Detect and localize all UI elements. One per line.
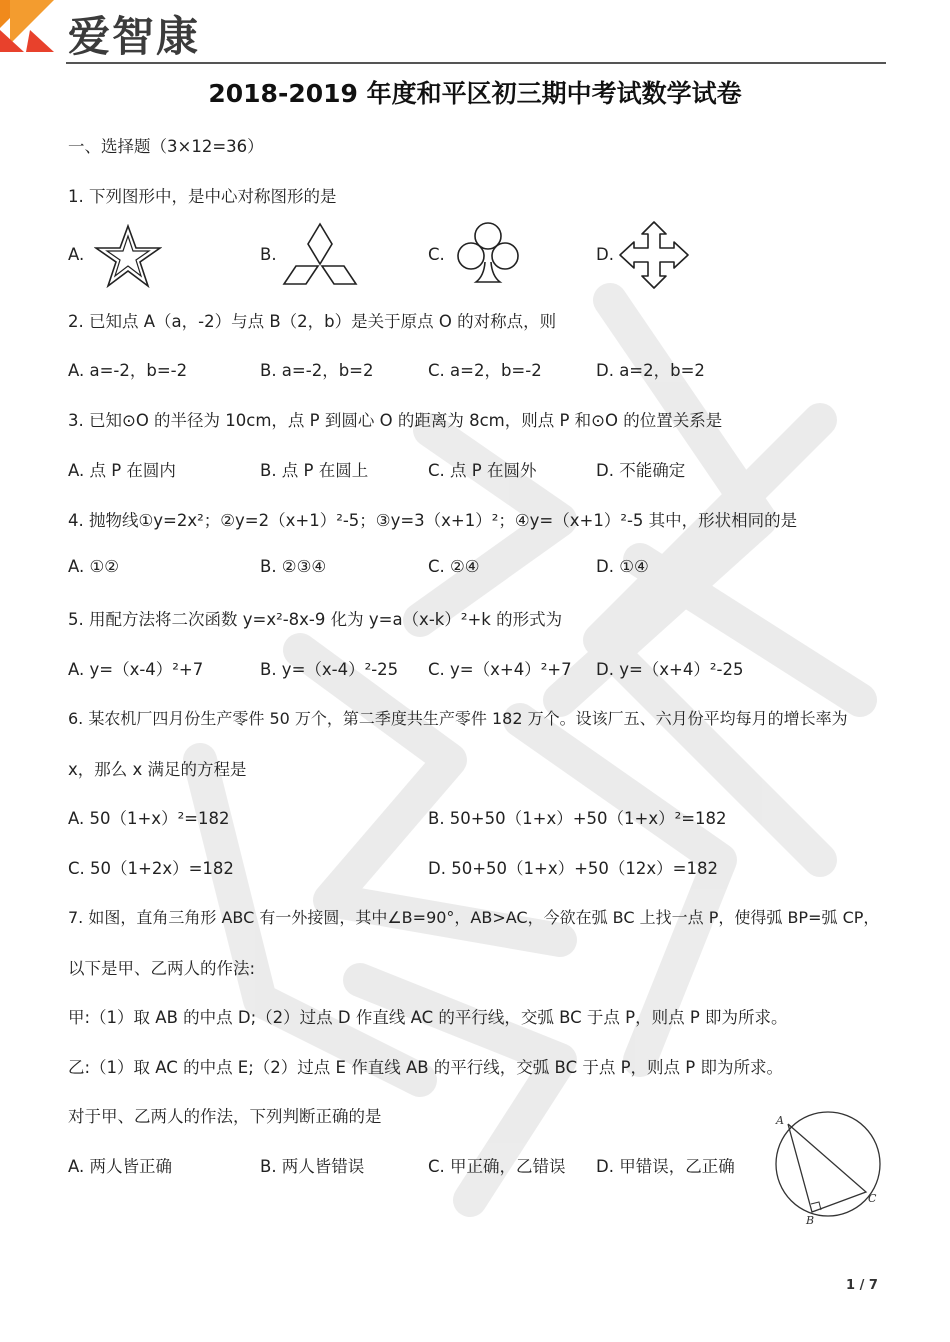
q7-option-b: B. 两人皆错误 xyxy=(260,1157,365,1176)
q7-prompt: 对于甲、乙两人的作法，下列判断正确的是 xyxy=(68,1107,382,1126)
figure-label-b: B xyxy=(806,1214,815,1226)
question-5-stem: 5. 用配方法将二次函数 y=x²-8x-9 化为 y=a（x-k）²+k 的形式为 xyxy=(68,610,563,629)
club-shape-icon xyxy=(452,220,524,286)
q6-option-d: D. 50+50（1+x）+50（12x）=182 xyxy=(428,859,718,878)
q1-option-c-label: C. xyxy=(428,245,445,264)
question-4-stem: 4. 抛物线①y=2x²；②y=2（x+1）²-5；③y=3（x+1）²；④y=（x+1）²-5 其中，形状相同的是 xyxy=(68,511,798,530)
question-2-stem: 2. 已知点 A（a，-2）与点 B（2，b）是关于原点 O 的对称点，则 xyxy=(68,312,557,331)
q1-option-d-label: D. xyxy=(596,245,614,264)
q3-option-a: A. 点 P 在圆内 xyxy=(68,461,176,480)
q6-option-c: C. 50（1+2x）=182 xyxy=(68,859,234,878)
four-arrow-shape-icon xyxy=(618,220,690,290)
star-shape-icon xyxy=(94,224,162,288)
question-1-stem: 1. 下列图形中，是中心对称图形的是 xyxy=(68,187,337,206)
q1-option-a-label: A. xyxy=(68,245,85,264)
q2-option-c: C. a=2，b=-2 xyxy=(428,361,542,380)
circle-triangle-figure xyxy=(768,1104,888,1226)
header-divider xyxy=(66,62,886,64)
three-diamond-shape-icon xyxy=(282,222,358,288)
q3-option-b: B. 点 P 在圆上 xyxy=(260,461,369,480)
q6-option-b: B. 50+50（1+x）+50（1+x）²=182 xyxy=(428,809,727,828)
q5-option-c: C. y=（x+4）²+7 xyxy=(428,660,572,679)
q4-option-a: A. ①② xyxy=(68,557,120,576)
q7-option-a: A. 两人皆正确 xyxy=(68,1157,172,1176)
question-6-stem-line-2: x，那么 x 满足的方程是 xyxy=(68,760,247,779)
q4-option-d: D. ①④ xyxy=(596,557,649,576)
q7-method-jia: 甲:（1）取 AB 的中点 D;（2）过点 D 作直线 AC 的平行线，交弧 BC 于点 P，则点 P 即为所求。 xyxy=(68,1008,788,1027)
q7-method-yi: 乙:（1）取 AC 的中点 E;（2）过点 E 作直线 AB 的平行线，交弧 BC 于点 P，则点 P 即为所求。 xyxy=(68,1058,783,1077)
page-title: 2018-2019 年度和平区初三期中考试数学试卷 xyxy=(208,79,742,108)
q4-option-b: B. ②③④ xyxy=(260,557,327,576)
question-6-stem-line-1: 6. 某农机厂四月份生产零件 50 万个，第二季度共生产零件 182 万个。设该厂五、六月份平均每月的增长率为 xyxy=(68,709,848,728)
section-heading: 一、选择题（3×12=36） xyxy=(68,137,264,156)
q7-option-d: D. 甲错误，乙正确 xyxy=(596,1157,735,1176)
figure-label-a: A xyxy=(776,1114,784,1127)
brand-logo-mark xyxy=(0,0,60,60)
q7-option-c: C. 甲正确，乙错误 xyxy=(428,1157,566,1176)
q3-option-c: C. 点 P 在圆外 xyxy=(428,461,537,480)
question-3-stem: 3. 已知⊙O 的半径为 10cm，点 P 到圆心 O 的距离为 8cm，则点 P 和⊙O 的位置关系是 xyxy=(68,411,723,430)
brand-logo-text: 爱智康 xyxy=(68,12,201,61)
q5-option-a: A. y=（x-4）²+7 xyxy=(68,660,204,679)
q2-option-b: B. a=-2，b=2 xyxy=(260,361,374,380)
question-7-stem-line-2: 以下是甲、乙两人的作法: xyxy=(68,959,256,978)
q1-option-b-label: B. xyxy=(260,245,277,264)
q5-option-b: B. y=（x-4）²-25 xyxy=(260,660,399,679)
q2-option-d: D. a=2，b=2 xyxy=(596,361,705,380)
figure-label-c: C xyxy=(868,1192,877,1205)
q2-option-a: A. a=-2，b=-2 xyxy=(68,361,188,380)
q6-option-a: A. 50（1+x）²=182 xyxy=(68,809,230,828)
q4-option-c: C. ②④ xyxy=(428,557,480,576)
q3-option-d: D. 不能确定 xyxy=(596,461,686,480)
q5-option-d: D. y=（x+4）²-25 xyxy=(596,660,744,679)
page-number: 1 / 7 xyxy=(846,1278,878,1293)
triangle-abc xyxy=(788,1124,866,1212)
question-7-stem-line-1: 7. 如图，直角三角形 ABC 有一外接圆，其中∠B=90°，AB>AC，今欲在弧 BC 上找一点 P，使得弧 BP=弧 CP， xyxy=(68,908,880,927)
